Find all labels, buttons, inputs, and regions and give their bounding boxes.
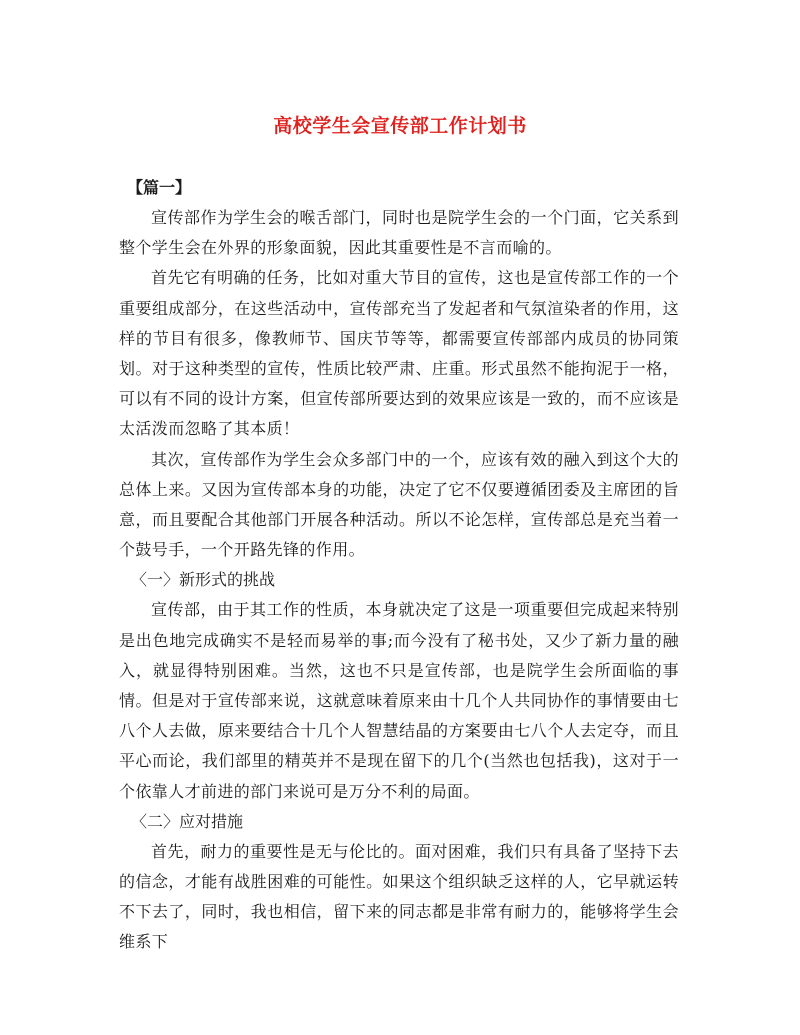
paragraph-measures: 首先，耐力的重要性是无与伦比的。面对困难，我们只有具备了坚持下去的信念，才能有战胜困难的可能性。如果这个组织缺乏这样的人，它早就运转不下去了，同时，我也相信，留下来的同志都是非常有耐力的，能够将学生会维系下 [119,841,679,952]
document-title: 高校学生会宣传部工作计划书 [273,115,527,137]
document-body [119,173,679,958]
paragraph-second-role: 其次，宣传部作为学生会众多部门中的一个，应该有效的融入到这个大的总体上来。又因为宣传部本身的功能，决定了它不仅要遵循团委及主席团的旨意，而且要配合其他部门开展各种活动。所以不论怎样，宣传部总是充当着一个鼓号手，一个开路先锋的作用。 [119,449,679,560]
subsection-heading-measures: 〈二〉应对措施 [131,811,244,831]
paragraph-first-task: 首先它有明确的任务，比如对重大节目的宣传，这也是宣传部工作的一个重要组成部分，在这些活动中，宣传部充当了发起者和气氛渲染者的作用，这样的节目有很多，像教师节、国庆节等等，都需要宣传部部内成员的协同策划。对于这种类型的宣传，性质比较严肃、庄重。形式虽然不能拘泥于一格，可以有不同的设计方案，但宣传部所要达到的效果应该是一致的，而不应该是太活泼而忽略了其本质！ [119,268,679,439]
paragraph-intro: 宣传部作为学生会的喉舌部门，同时也是院学生会的一个门面，它关系到整个学生会在外界的形象面貌，因此其重要性是不言而喻的。 [119,208,679,258]
section-label: 【篇一】 [127,178,192,197]
subsection-heading-challenge: 〈一〉新形式的挑战 [131,570,276,590]
paragraph-challenge: 宣传部，由于其工作的性质，本身就决定了这是一项重要但完成起来特别是出色地完成确实不是轻而易举的事;而今没有了秘书处，又少了新力量的融入，就显得特别困难。当然，这也不只是宣传部，也是院学生会所面临的事情。但是对于宣传部来说，这就意味着原来由十几个人共同协作的事情要由七八个人去做，原来要结合十几个人智慧结晶的方案要由七八个人去定夺，而且平心而论，我们部里的精英并不是现在留下的几个(当然也包括我)，这对于一个依靠人才前进的部门来说可是万分不利的局面。 [119,600,679,801]
